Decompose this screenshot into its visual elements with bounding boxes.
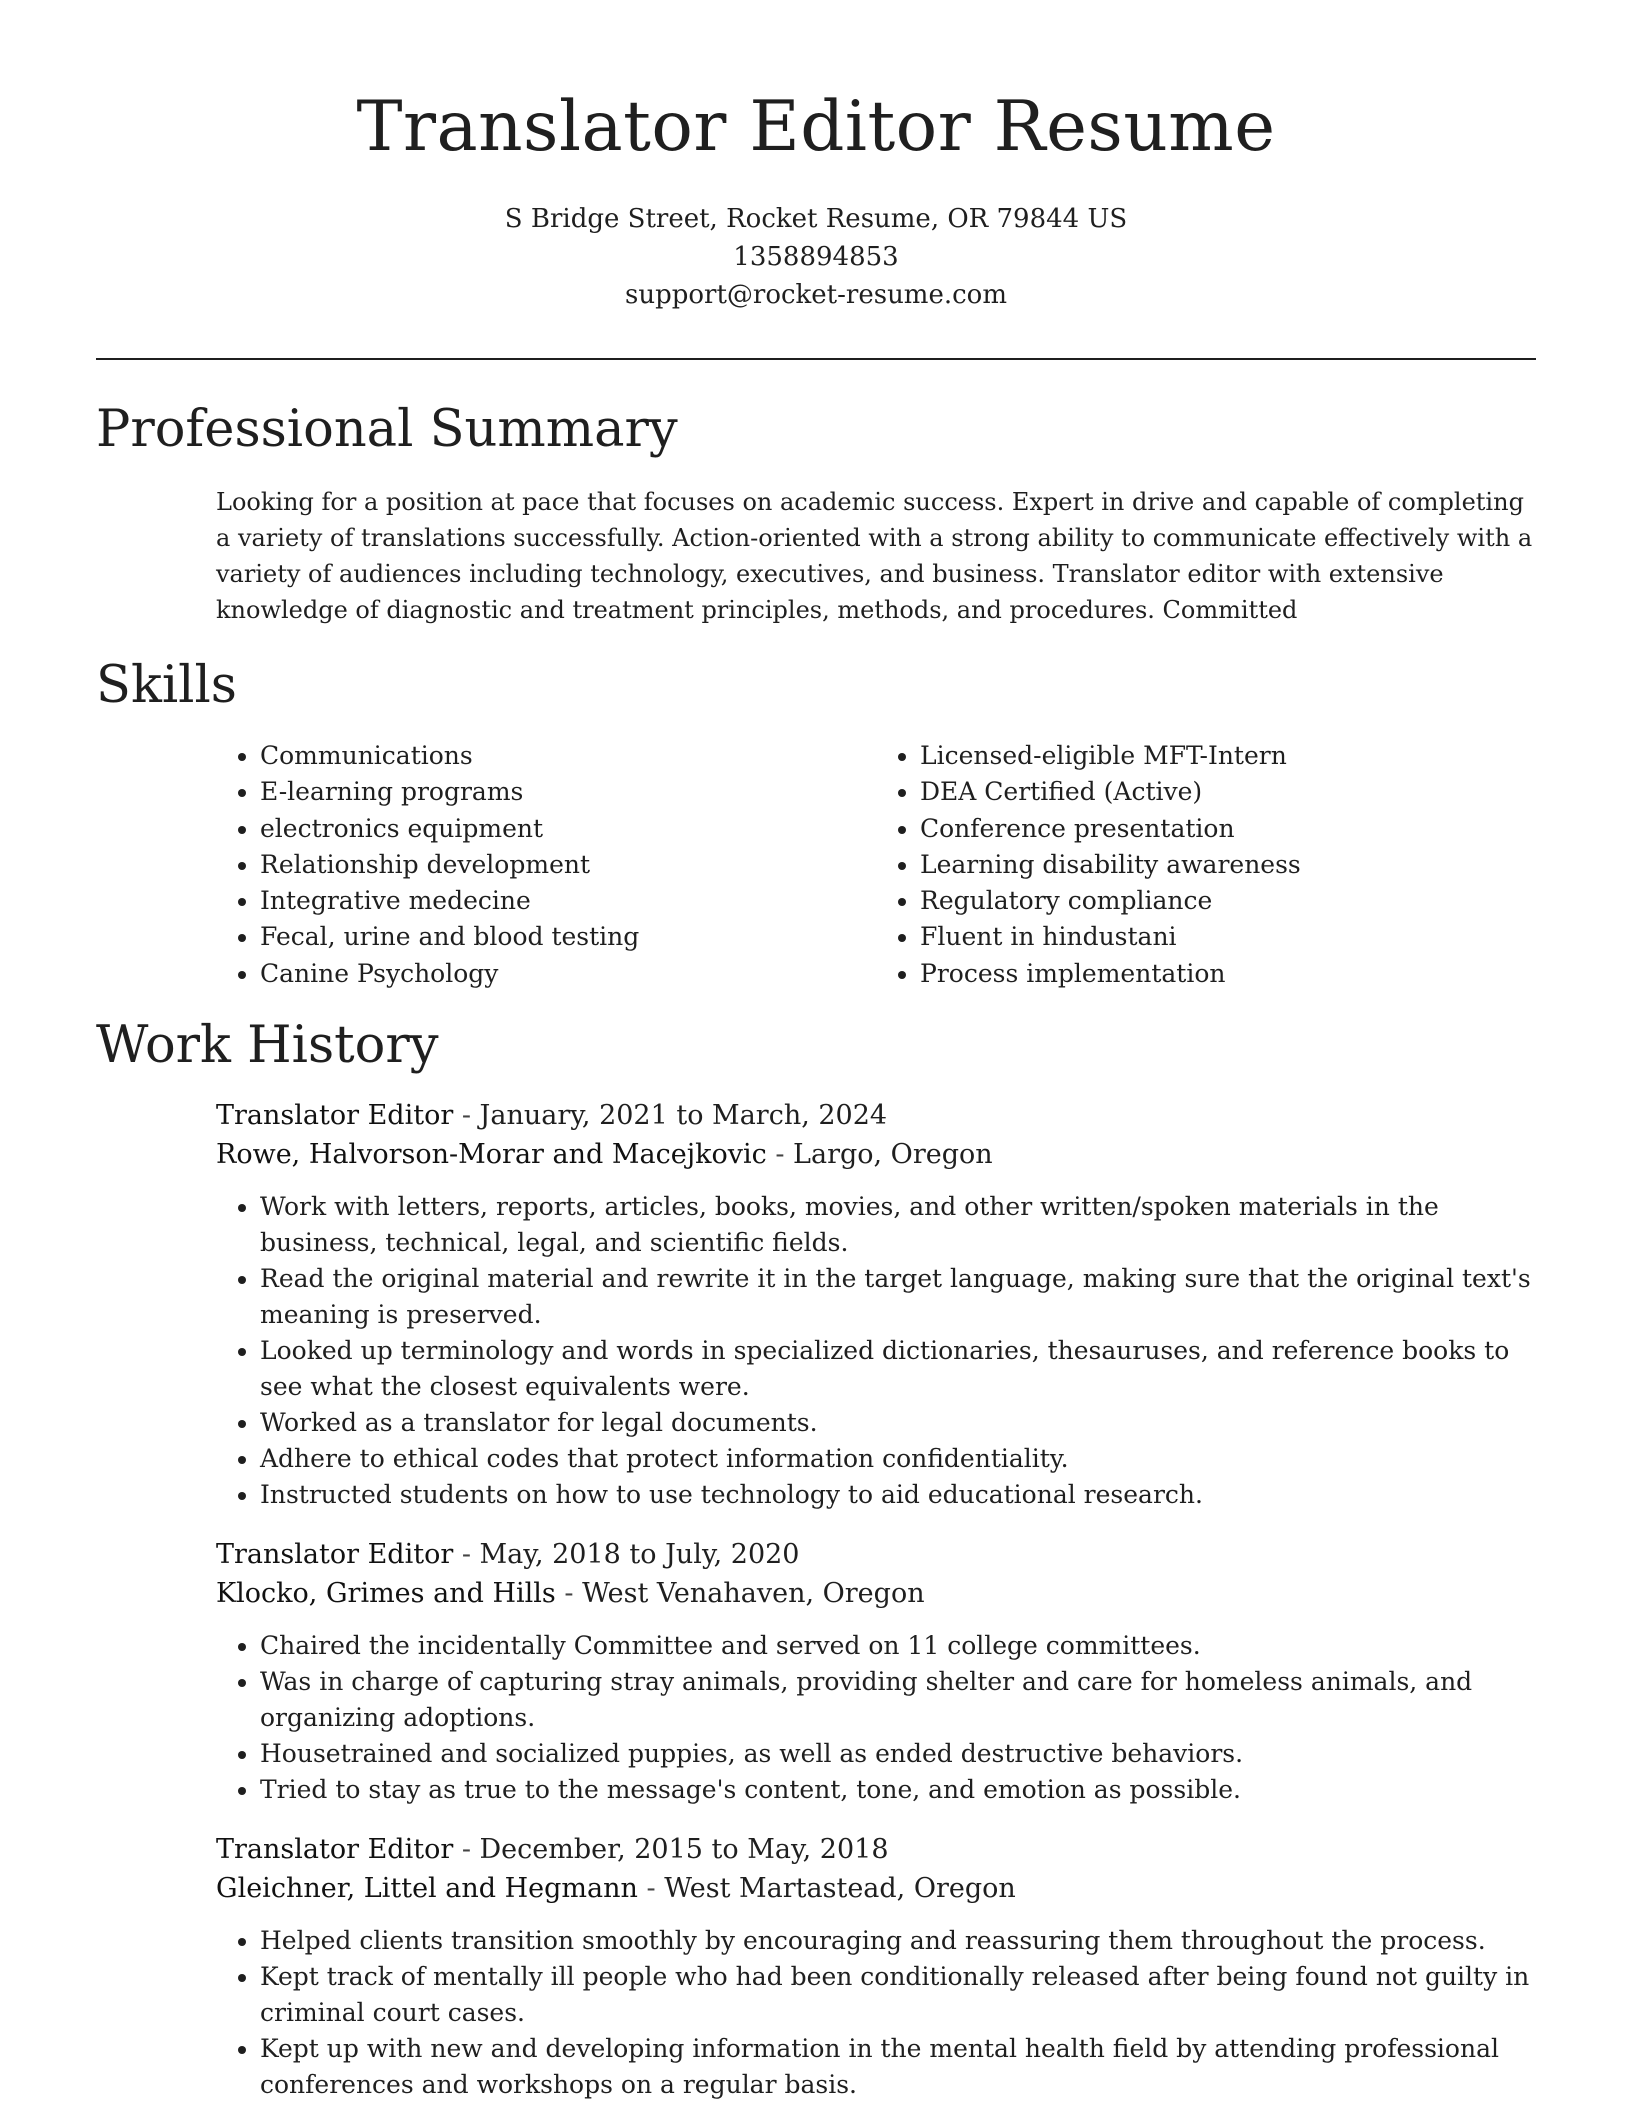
job-header: Translator Editor - December, 2015 to May, 2018: [216, 1834, 889, 1866]
job-entry: [216, 1096, 1536, 1513]
skill-item: • Canine Psychology: [260, 956, 876, 992]
job-entry: [216, 1830, 1536, 2103]
job-title: Translator Editor: [216, 1834, 454, 1866]
job-location: Largo, Oregon: [793, 1139, 993, 1171]
resume-page: [96, 0, 1536, 2103]
job-dates: May, 2018 to July, 2020: [479, 1539, 800, 1571]
job-employer: Rowe, Halvorson-Morar and Macejkovic - Largo, Oregon: [216, 1139, 993, 1171]
job-location: West Martastead, Oregon: [664, 1873, 1016, 1905]
skills-column-right: [876, 738, 1536, 992]
job-entry: [216, 1535, 1536, 1808]
contact-phone: 1358894853: [733, 242, 899, 272]
skill-item: • Regulatory compliance: [920, 883, 1536, 919]
skill-item: • DEA Certified (Active): [920, 774, 1536, 810]
job-company: Gleichner, Littel and Hegmann: [216, 1873, 638, 1905]
job-duty-item: • Looked up terminology and words in specialized dictionaries, thesauruses, and reference books to see what the closest equivalents were.: [260, 1333, 1536, 1405]
job-duty-item: • Tried to stay as true to the message's content, tone, and emotion as possible.: [260, 1772, 1536, 1808]
skill-item: • Conference presentation: [920, 811, 1536, 847]
job-duty-item: • Chaired the incidentally Committee and served on 11 college committees.: [260, 1628, 1536, 1664]
job-duty-item: • Was in charge of capturing stray animals, providing shelter and care for homeless animals, and organizing adoptions.: [260, 1664, 1536, 1736]
job-location: West Venahaven, Oregon: [582, 1578, 925, 1610]
job-duty-item: • Read the original material and rewrite it in the target language, making sure that the original text's meaning is preserved.: [260, 1261, 1536, 1333]
job-header: Translator Editor - January, 2021 to March, 2024: [216, 1100, 888, 1132]
job-title: Translator Editor: [216, 1539, 454, 1571]
job-duty-item: • Worked as a translator for legal documents.: [260, 1405, 1536, 1441]
skills-list: [216, 738, 1536, 992]
job-duties: [216, 1923, 1536, 2103]
summary-heading: Professional Summary: [96, 400, 678, 459]
job-dates: December, 2015 to May, 2018: [479, 1834, 889, 1866]
job-company: Rowe, Halvorson-Morar and Macejkovic: [216, 1139, 767, 1171]
skill-item: • Fluent in hindustani: [920, 919, 1536, 955]
resume-header: [96, 0, 1536, 314]
job-employer: Gleichner, Littel and Hegmann - West Martastead, Oregon: [216, 1873, 1016, 1905]
skill-item: • Learning disability awareness: [920, 847, 1536, 883]
job-duty-item: • Instructed students on how to use technology to aid educational research.: [260, 1477, 1536, 1513]
contact-info: [96, 200, 1536, 314]
skill-item: • E-learning programs: [260, 774, 876, 810]
job-duty-item: • Work with letters, reports, articles, books, movies, and other written/spoken materials in the business, technical, legal, and scientific fields.: [260, 1189, 1536, 1261]
skill-item: • electronics equipment: [260, 811, 876, 847]
job-header: Translator Editor - May, 2018 to July, 2020: [216, 1539, 800, 1571]
skill-item: • Licensed-eligible MFT-Intern: [920, 738, 1536, 774]
skill-item: • Relationship development: [260, 847, 876, 883]
summary-text: Looking for a position at pace that focuses on academic success. Expert in drive and capable of completing a variety of translations successfully. Action-oriented with a strong ability to communicate effectively with a variety of audiences including technology, executives, and business. Translator editor with extensive knowledge of diagnostic and treatment principles, methods, and procedures. Committed: [216, 488, 1533, 624]
contact-email: support@rocket-resume.com: [624, 280, 1007, 310]
job-duty-item: • Helped clients transition smoothly by encouraging and reassuring them throughout the process.: [260, 1923, 1536, 1959]
job-duties: [216, 1628, 1536, 1808]
job-duty-item: • Kept up with new and developing information in the mental health field by attending professional conferences and workshops on a regular basis.: [260, 2031, 1536, 2103]
skills-heading: Skills: [96, 656, 237, 715]
work-history-heading: Work History: [96, 1016, 439, 1076]
job-company: Klocko, Grimes and Hills: [216, 1578, 556, 1610]
header-divider: [96, 358, 1536, 360]
job-duty-item: • Adhere to ethical codes that protect information confidentiality.: [260, 1441, 1536, 1477]
job-title: Translator Editor: [216, 1100, 454, 1132]
skill-item: • Fecal, urine and blood testing: [260, 919, 876, 955]
resume-title: Translator Editor Resume: [356, 87, 1276, 167]
skill-item: • Communications: [260, 738, 876, 774]
job-dates: January, 2021 to March, 2024: [479, 1100, 888, 1132]
job-duty-item: • Housetrained and socialized puppies, as well as ended destructive behaviors.: [260, 1736, 1536, 1772]
skill-item: • Integrative medecine: [260, 883, 876, 919]
contact-address: S Bridge Street, Rocket Resume, OR 79844 US: [504, 204, 1128, 234]
job-duty-item: • Kept track of mentally ill people who had been conditionally released after being found not guilty in criminal court cases.: [260, 1959, 1536, 2031]
skills-column-left: [216, 738, 876, 992]
skill-item: • Process implementation: [920, 956, 1536, 992]
job-duties: [216, 1189, 1536, 1513]
job-employer: Klocko, Grimes and Hills - West Venahaven, Oregon: [216, 1578, 925, 1610]
